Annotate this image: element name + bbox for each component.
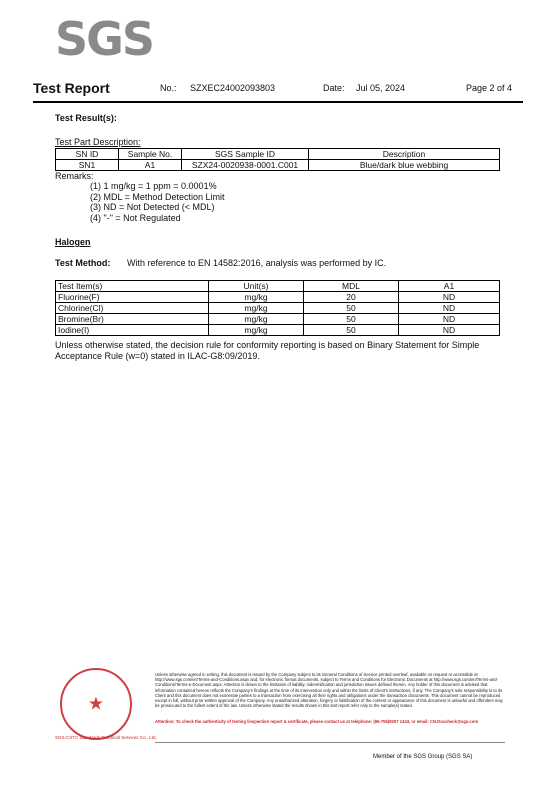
remark-item: (4) "-" = Not Regulated: [90, 212, 181, 223]
footer-rule: [155, 742, 505, 743]
cell: mg/kg: [209, 303, 304, 314]
remark-item: (2) MDL = Method Detection Limit: [90, 191, 225, 202]
sgs-logo: SGS: [55, 12, 154, 66]
part-table: [55, 148, 500, 171]
part-description-label: Test Part Description:: [55, 137, 141, 147]
cell: SZX24-0020938-0001.C001: [182, 160, 309, 171]
report-title: Test Report: [33, 80, 110, 96]
header-rule: [33, 101, 523, 103]
cell: 50: [304, 303, 399, 314]
cell: 50: [304, 325, 399, 336]
date-label: Date:: [323, 83, 345, 93]
table-header-row: [56, 281, 500, 292]
col-header: A1: [399, 281, 500, 292]
company-seal: [60, 668, 132, 740]
test-method-value: With reference to EN 14582:2016, analysis was performed by IC.: [127, 258, 387, 268]
cell: mg/kg: [209, 292, 304, 303]
remarks-label: Remarks:: [55, 171, 94, 181]
table-row: [56, 292, 500, 303]
cell: 20: [304, 292, 399, 303]
table-row: [56, 325, 500, 336]
star-icon: ★: [87, 693, 105, 714]
cell: Fluorine(F): [56, 292, 209, 303]
test-method-label: Test Method:: [55, 258, 111, 268]
col-header: Unit(s): [209, 281, 304, 292]
decision-rule-text: Unless otherwise stated, the decision rule for conformity reporting is based on Binary Statement for Simple Acceptance Rule (w=0) stated in ILAC-G8:09/2019.: [55, 340, 480, 361]
section-title: Halogen: [55, 237, 91, 247]
results-table: [55, 280, 500, 336]
col-header: MDL: [304, 281, 399, 292]
cell: ND: [399, 292, 500, 303]
col-header: Test Item(s): [56, 281, 209, 292]
report-no-value: SZXEC24002093803: [190, 83, 276, 93]
cell: ND: [399, 325, 500, 336]
cell: mg/kg: [209, 325, 304, 336]
col-header: SN ID: [56, 149, 119, 160]
member-text: Member of the SGS Group (SGS SA): [373, 754, 473, 760]
cell: Bromine(Br): [56, 314, 209, 325]
cell: A1: [119, 160, 182, 171]
remark-item: (1) 1 mg/kg = 1 ppm = 0.0001%: [90, 181, 217, 191]
col-header: Description: [309, 149, 500, 160]
seal-caption: SGS-CSTC Standards Technical Services Co., Ltd.: [55, 735, 157, 740]
report-no-label: No.:: [160, 83, 177, 93]
legal-text: Unless otherwise agreed in writing, this document is issued by the Company subject to its General Conditions of Service printed overleaf, available on request or accessible at http://www.sgs.com/en/Terms-and-Conditions.aspx and, for electronic format documents, subject to Terms and Conditions for Electronic Documents at http://www.sgs.com/en/Terms-and-Conditions/Terms-e-Document.aspx. Attention is drawn to the limitation of liability, indemnification and jurisdiction issues defined therein. Any holder of this document is advised that information contained hereon reflects the Company's findings at the time of its intervention only and within the limits of Client's instructions, if any. The Company's sole responsibility is to its Client and this document does not exonerate parties to a transaction from exercising all their rights and obligations under the transaction documents. This document cannot be reproduced except in full, without prior written approval of the Company. Any unauthorized alteration, forgery or falsification of the content or appearance of this document is unlawful and offenders may be prosecuted to the fullest extent of the law. Unless otherwise stated the results shown in this test report refer only to the sample(s) tested.: [155, 672, 503, 709]
attention-text: Attention: To check the authenticity of testing /inspection report & certificate, please contact us at telephone: (86-755)8307 1443, or email: CN.Doccheck@sgs.com: [155, 719, 479, 724]
table-row: [56, 160, 500, 171]
table-row: [56, 314, 500, 325]
date-value: Jul 05, 2024: [356, 83, 406, 93]
cell: ND: [399, 314, 500, 325]
cell: mg/kg: [209, 314, 304, 325]
cell: Chlorine(Cl): [56, 303, 209, 314]
col-header: SGS Sample ID: [182, 149, 309, 160]
col-header: Sample No.: [119, 149, 182, 160]
remarks-list: [90, 181, 224, 223]
cell: Blue/dark blue webbing: [309, 160, 500, 171]
table-header-row: [56, 149, 500, 160]
remark-item: (3) ND = Not Detected (< MDL): [90, 202, 215, 212]
test-results-label: Test Result(s):: [55, 113, 117, 123]
cell: 50: [304, 314, 399, 325]
cell: Iodine(I): [56, 325, 209, 336]
table-row: [56, 303, 500, 314]
cell: ND: [399, 303, 500, 314]
page-number: Page 2 of 4: [466, 83, 513, 93]
cell: SN1: [56, 160, 119, 171]
